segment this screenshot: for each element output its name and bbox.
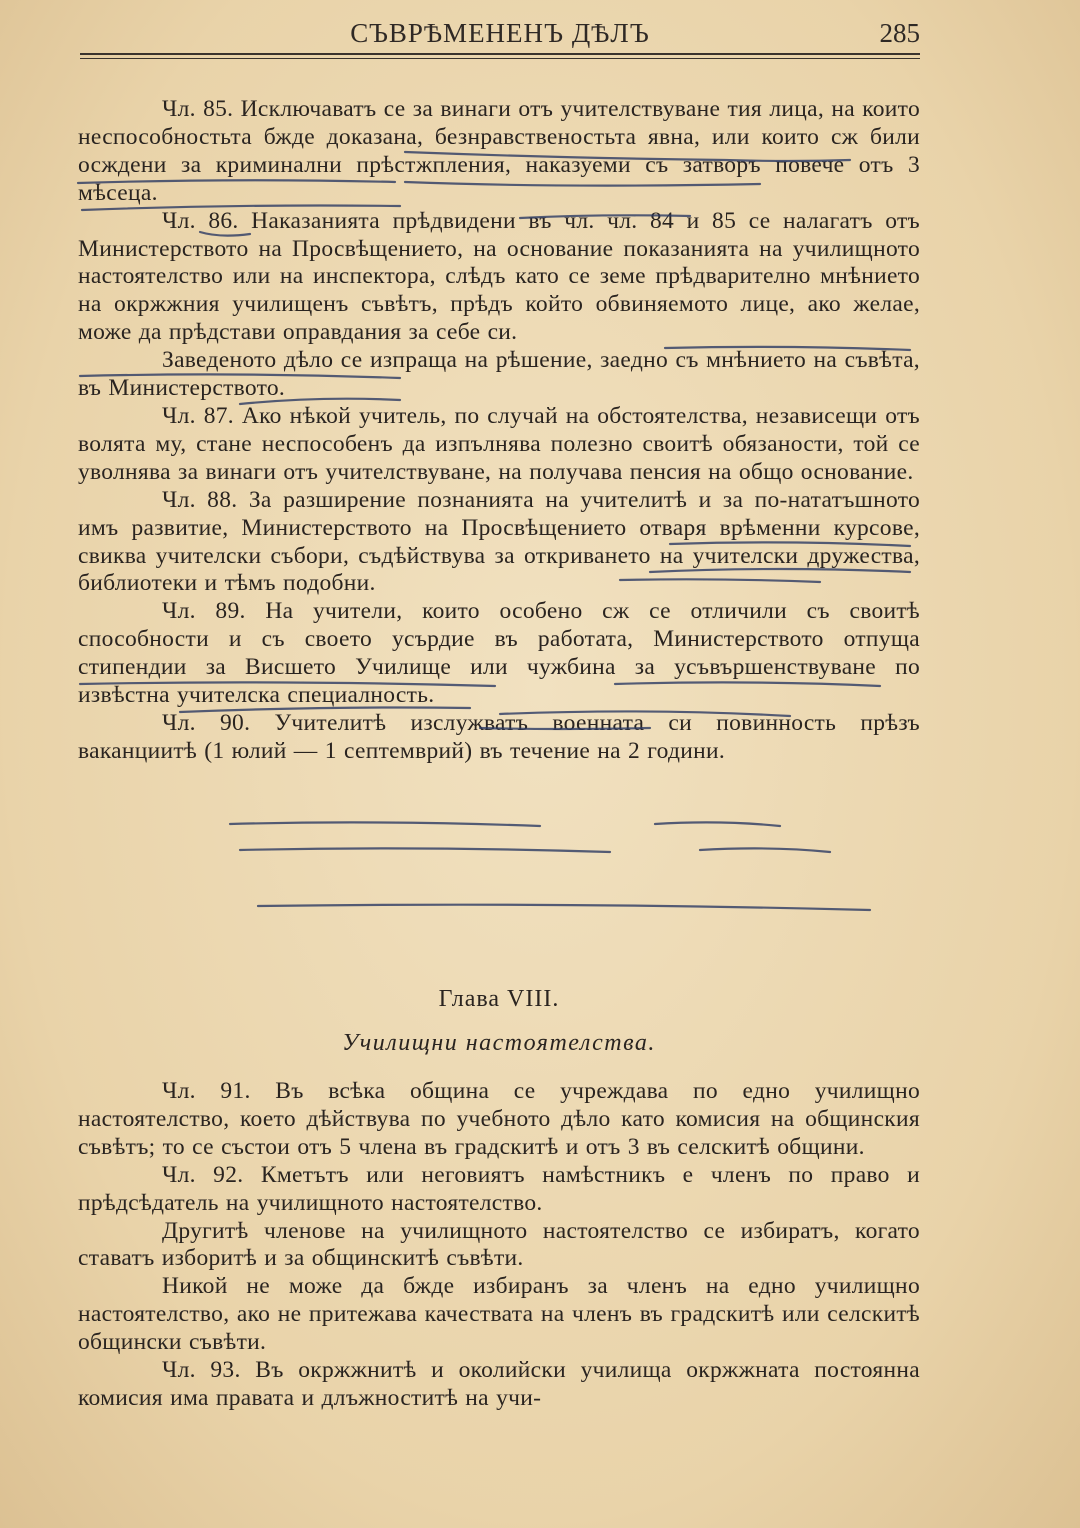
- body-text-top: [78, 96, 920, 766]
- chapter-subtitle: Училищни настоятелства.: [342, 1030, 656, 1056]
- article-92-paragraph-3: Никой не може да бжде избиранъ за членъ на едно училищно настоятелство, ако не притежава качествата на членъ въ градскитѣ или селскитѣ общински съвѣти.: [78, 1273, 920, 1356]
- pen-underline: [258, 905, 870, 910]
- article-92: Чл. 92. Кметътъ или неговиятъ намѣстникъ е членъ по право и прѣдсѣдатель на училищното настоятелство.: [78, 1161, 920, 1216]
- article-87: Чл. 87. Ако нѣкой учитель, по случай на обстоятелства, независещи отъ волята му, стане неспособенъ да изпълнява полезно своитѣ обязаности, той се уволнява за винаги отъ учителствуване, на получава пенсия на общо основание.: [78, 402, 920, 485]
- body-text-bottom: [78, 1078, 920, 1413]
- pen-underline: [700, 848, 830, 852]
- article-90: Чл. 90. Учителитѣ изслужватъ военната си повинность прѣзъ ваканциитѣ (1 юлий — 1 септемврий) въ течение на 2 години.: [78, 709, 920, 764]
- article-91: Чл. 91. Въ всѣка община се учреждава по едно училищно настоятелство, което дѣйствува по учебното дѣло като комисия на общинския съвѣтъ; то се състои отъ 5 члена въ градскитѣ и отъ 3 въ селскитѣ общини.: [78, 1078, 920, 1160]
- page-number: 285: [879, 18, 920, 48]
- pen-underline: [655, 822, 780, 826]
- article-86: Чл. 86. Наказанията прѣдвидени въ чл. чл. 84 и 85 се налагатъ отъ Министерството на Просвѣщението, на основание показанията на училищното настоятелство или на инспектора, слѣдъ като се земе прѣдварително мнѣнието на окржжния училищенъ съвѣтъ, прѣдъ който обвиняемото лице, ако желае, може да прѣдстави оправдания за себе си.: [78, 207, 920, 346]
- chapter-heading: Глава VIII.: [438, 986, 560, 1012]
- header-rule-thin: [80, 58, 920, 59]
- article-88: Чл. 88. За разширение познанията на учителитѣ и за по-нататъшното имъ развитие, Министерството на Просвѣщението отваря врѣменни курсове, свиква учителски събори, съдѣйствува за откриването на учителски дружества, библиотеки и тѣмъ подобни.: [78, 486, 920, 597]
- article-89: Чл. 89. На учители, които особено сж се отличили съ своитѣ способности и съ своето усърдие въ работата, Министерството отпуща стипендии за Висшето Училище или чужбина за усъвършенствуване по извѣстна учителска специалность.: [78, 598, 920, 709]
- pen-underline: [240, 848, 610, 852]
- article-93: Чл. 93. Въ окржжнитѣ и околийски училища окржжната постоянна комисия има правата и длъжноститѣ на учи-: [78, 1357, 920, 1411]
- header-rule-thick: [80, 53, 920, 55]
- running-head: [80, 14, 920, 54]
- article-86-continuation: Заведеното дѣло се изпраща на рѣшение, заедно съ мнѣнието на съвѣта, въ Министерството.: [78, 347, 920, 402]
- article-92-paragraph-2: Другитѣ членове на училищното настоятелство се избиратъ, когато ставатъ изборитѣ и за общинскитѣ съвѣти.: [78, 1217, 920, 1272]
- pen-underline: [230, 822, 540, 826]
- article-85: Чл. 85. Исключаватъ се за винаги отъ учителствуване тия лица, на които неспособностьта бжде доказана, безнравственостьта явна, или които сж били осждени за криминални прѣстжпления, наказуеми съ затворъ повече отъ 3 мѣсеца.: [78, 96, 920, 206]
- running-title: СЪВРѢМЕНЕНЪ ДѢЛЪ: [350, 18, 650, 48]
